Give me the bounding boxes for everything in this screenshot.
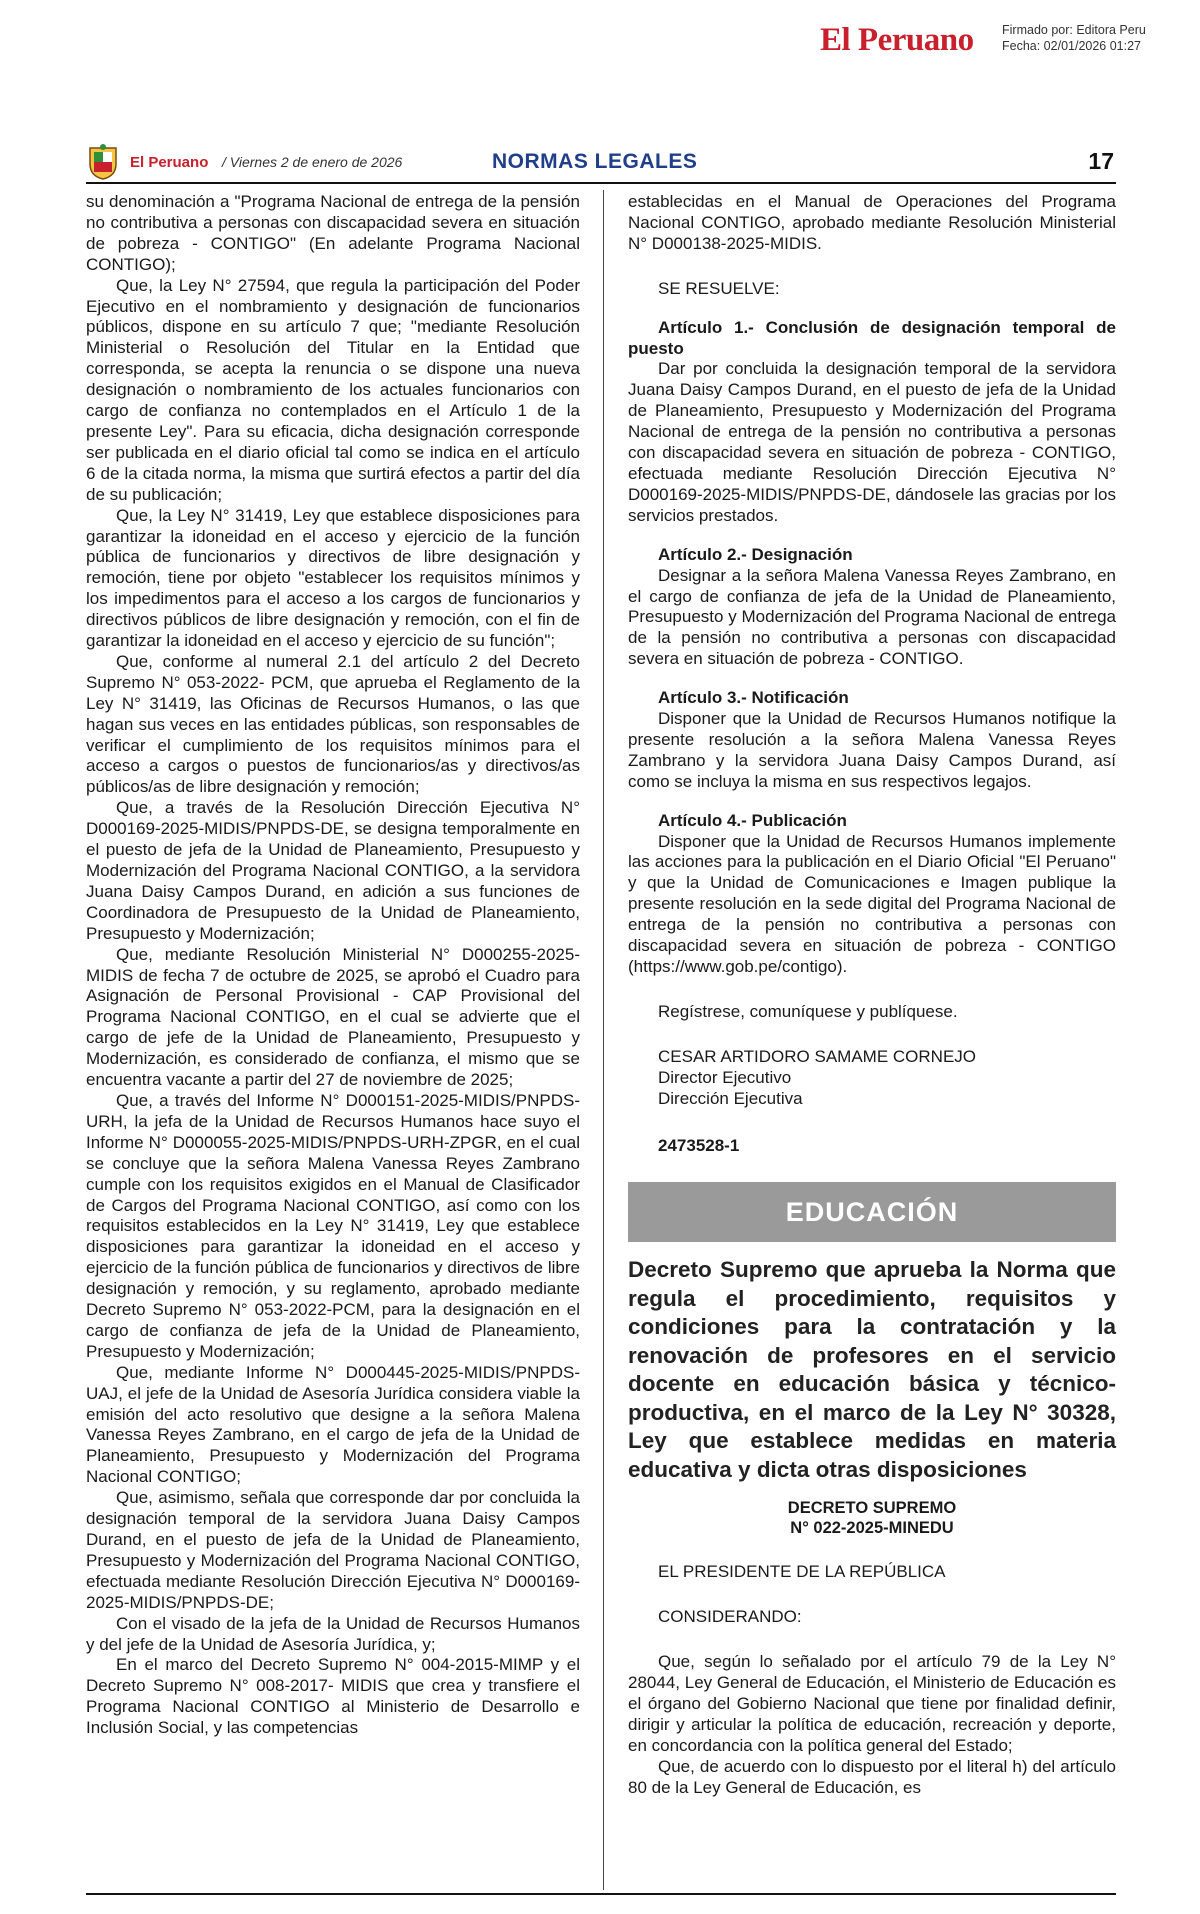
- closing-formula: Regístrese, comuníquese y publíquese.: [658, 1001, 958, 1021]
- paragraph: Con el visado de la jefa de la Unidad de Recursos Humanos y del jefe de la Unidad de Asesoría Jurídica, y;: [86, 1613, 580, 1654]
- left-column: [86, 192, 580, 1739]
- paragraph: Que, conforme al numeral 2.1 del artículo 2 del Decreto Supremo N° 053-2022- PCM, que aprueba el Reglamento de la Ley N° 31419, las Oficinas de Recursos Humanos, o las que hagan sus veces en las entidades públicas, son responsables de verificar el cumplimiento de los requisitos mínimos para el acceso a cargos o puestos de funcionarios/as y directivos/as públicos/as de libre designación y remoción;: [86, 651, 580, 797]
- signature-text: [1002, 22, 1146, 54]
- decree-number: N° 022-2025-MINEDU: [790, 1519, 954, 1538]
- coat-of-arms-icon: [86, 144, 120, 180]
- signature-logo: El Peruano: [820, 22, 974, 58]
- article-4-text: [628, 832, 1116, 978]
- article-3-title: Artículo 3.- Notificación: [658, 688, 849, 708]
- column-divider: [603, 190, 604, 1890]
- header-section-title: NORMAS LEGALES: [492, 150, 698, 173]
- signature-signed-by: Firmado por: Editora Peru: [1002, 23, 1146, 37]
- paragraph: Que, la Ley N° 27594, que regula la participación del Poder Ejecutivo en el nombramiento y designación de funcionarios públicos, dispone en su artículo 7 que; "mediante Resolución Ministerial o Resolución del Titular en la Entidad que corresponda, se acepta la renuncia o se dispone una nueva designación o nombramiento de los actuales funcionarios con cargo de confianza no contemplados en el Artículo 1 de la presente Ley". Para su eficacia, dicha designación corresponde ser publicada en el diario oficial tal como se indica en el artículo 6 de la citada norma, la misma que surtirá efectos a partir del día de su publicación;: [86, 275, 580, 504]
- article-3-text: Disponer que la Unidad de Recursos Humanos notifique la presente resolución a la señora Malena Vanessa Reyes Zambrano y la servidora Juana Daisy Campos Durand, así como se incluya la misma en sus respectivos legajos.: [628, 709, 1116, 791]
- footer-rule: [86, 1893, 1116, 1895]
- article-1-text: Dar por concluida la designación temporal de la servidora Juana Daisy Campos Durand, en el puesto de jefa de la Unidad de Planeamiento, Presupuesto y Modernización del Programa Nacional de entrega de la pensión no contributiva a personas con discapacidad severa en situación de pobreza - CONTIGO, efectuada mediante Resolución Dirección Ejecutiva N° D000169-2025-MIDIS/PNPDS-DE, dándosele las gracias por los servicios prestados.: [628, 359, 1116, 525]
- article-4-end: ).: [836, 957, 848, 976]
- header-date: / Viernes 2 de enero de 2026: [222, 154, 403, 170]
- paragraph: establecidas en el Manual de Operaciones del Programa Nacional CONTIGO, aprobado mediante Resolución Ministerial N° D000138-2025-MIDIS.: [628, 192, 1116, 253]
- publication-code: 2473528-1: [658, 1135, 740, 1155]
- header-rule: [86, 182, 1116, 184]
- page-header: [86, 140, 1116, 184]
- article-2-title: Artículo 2.- Designación: [658, 544, 853, 564]
- contigo-link[interactable]: https://www.gob.pe/contigo: [633, 957, 837, 976]
- section-banner-education: EDUCACIÓN: [628, 1182, 1116, 1242]
- page-number: 17: [1088, 148, 1114, 174]
- paragraph: Que, mediante Resolución Ministerial N° D000255-2025-MIDIS de fecha 7 de octubre de 2025, se aprobó el Cuadro para Asignación de Personal Provisional - CAP Provisional del Programa Nacional CONTIGO, en el cual se advierte que el cargo de jefe de la Unidad de Planeamiento, Presupuesto y Modernización, es considerado de confianza, el mismo que se encuentra vacante a partir del 27 de noviembre de 2025;: [86, 944, 580, 1090]
- article-4-title: Artículo 4.- Publicación: [658, 810, 847, 830]
- right-column: [628, 192, 1116, 1799]
- article-4-body: Disponer que la Unidad de Recursos Humanos implemente las acciones para la publicación en el Diario Oficial "El Peruano" y que la Unidad de Comunicaciones e Imagen publique la presente resolución en la sede digital del Programa Nacional de entrega de la pensión no contributiva a personas con discapacidad severa en situación de pobreza - CONTIGO (: [628, 831, 1116, 976]
- article-1-title: Artículo 1.- Conclusión de designación temporal de puesto: [628, 317, 1116, 358]
- signature-block: [628, 1002, 1116, 1157]
- paragraph: Que, asimismo, señala que corresponde dar por concluida la designación temporal de la servidora Juana Daisy Campos Durand, en el puesto de jefa de la Unidad de Planeamiento, Presupuesto y Modernización del Programa Nacional CONTIGO, efectuada mediante Resolución Dirección Ejecutiva N° D000169-2025-MIDIS/PNPDS-DE;: [86, 1488, 580, 1612]
- decree-heading: [628, 1498, 1116, 1538]
- signer-title: Director Ejecutivo: [658, 1067, 792, 1087]
- paragraph: Que, a través de la Resolución Dirección Ejecutiva N° D000169-2025-MIDIS/PNPDS-DE, se designa temporalmente en el puesto de jefa de la Unidad de Planeamiento, Presupuesto y Modernización del Programa Nacional CONTIGO, a la servidora Juana Daisy Campos Durand, en adición a sus funciones de Coordinadora de Presupuesto de la Unidad de Planeamiento, Presupuesto y Modernización;: [86, 798, 580, 943]
- paragraph: Que, de acuerdo con lo dispuesto por el literal h) del artículo 80 de la Ley General de Educación, es: [628, 1756, 1116, 1797]
- president-heading: EL PRESIDENTE DE LA REPÚBLICA: [658, 1562, 946, 1582]
- paragraph: Que, según lo señalado por el artículo 79 de la Ley N° 28044, Ley General de Educación, el Ministerio de Educación es el órgano del Gobierno Nacional que tiene por finalidad definir, dirigir y articular la política de educación, recreación y deporte, en concordancia con la política general del Estado;: [628, 1652, 1116, 1755]
- considering-heading: CONSIDERANDO:: [658, 1607, 802, 1627]
- resolves-heading: SE RESUELVE:: [658, 278, 780, 298]
- paragraph: Que, la Ley N° 31419, Ley que establece disposiciones para garantizar la idoneidad en el acceso y ejercicio de la función pública de funcionarios y directivos de libre designación y remoción, tiene por objeto "establecer los requisitos mínimos y los impedimentos para el acceso a los cargos de funcionarios y directivos públicos de libre designación y remoción, con el fin de garantizar la idoneidad en el acceso y ejercicio de su función";: [86, 505, 580, 651]
- paragraph: Que, a través del Informe N° D000151-2025-MIDIS/PNPDS-URH, la jefa de la Unidad de Recursos Humanos hace suyo el Informe N° D000055-2025-MIDIS/PNPDS-URH-ZPGR, en el cual se concluye que la señora Malena Vanessa Reyes Zambrano cumple con los requisitos exigidos en el Manual de Clasificador de Cargos del Programa Nacional CONTIGO, así como con los requisitos establecidos en la Ley N° 31419, Ley que establece disposiciones para garantizar la idoneidad en el acceso y ejercicio de la función pública de funcionarios y directivos de libre designación y remoción, y su reglamento, aprobado mediante Decreto Supremo N° 053-2022-PCM, para la designación en el cargo de confianza de jefa de la Unidad de Planeamiento, Presupuesto y Modernización;: [86, 1090, 580, 1361]
- signer-office: Dirección Ejecutiva: [658, 1088, 803, 1108]
- header-brand: El Peruano: [130, 154, 209, 171]
- paragraph: En el marco del Decreto Supremo N° 004-2015-MIMP y el Decreto Supremo N° 008-2017- MIDIS que crea y transfiere el Programa Nacional CONTIGO al Ministerio de Desarrollo e Inclusión Social, y las competencias: [86, 1655, 580, 1738]
- article-2-text: Designar a la señora Malena Vanessa Reyes Zambrano, en el cargo de confianza de jefa de la Unidad de Planeamiento, Presupuesto y Modernización del Programa Nacional de entrega de la pensión no contributiva a personas con discapacidad severa en situación de pobreza - CONTIGO.: [628, 565, 1116, 669]
- decree-label: DECRETO SUPREMO: [787, 1499, 957, 1518]
- signer-name: CESAR ARTIDORO SAMAME CORNEJO: [658, 1046, 977, 1066]
- paragraph: su denominación a "Programa Nacional de entrega de la pensión no contributiva a personas con discapacidad severa en situación de pobreza - CONTIGO" (En adelante Programa Nacional CONTIGO);: [86, 192, 580, 274]
- decree-title: Decreto Supremo que aprueba la Norma que regula el procedimiento, requisitos y condiciones para la contratación y la renovación de profesores en el servicio docente en educación básica y técnico-productiva, en el marco de la Ley N° 30328, Ley que establece medidas en materia educativa y dicta otras disposiciones: [628, 1257, 1116, 1482]
- signature-date: Fecha: 02/01/2026 01:27: [1002, 39, 1142, 53]
- paragraph: Que, mediante Informe N° D000445-2025-MIDIS/PNPDS-UAJ, el jefe de la Unidad de Asesoría Jurídica considera viable la emisión del acto resolutivo que designe a la señora Malena Vanessa Reyes Zambrano, en el cargo de jefa de la Unidad de Planeamiento, Presupuesto y Modernización del Programa Nacional CONTIGO;: [86, 1362, 580, 1487]
